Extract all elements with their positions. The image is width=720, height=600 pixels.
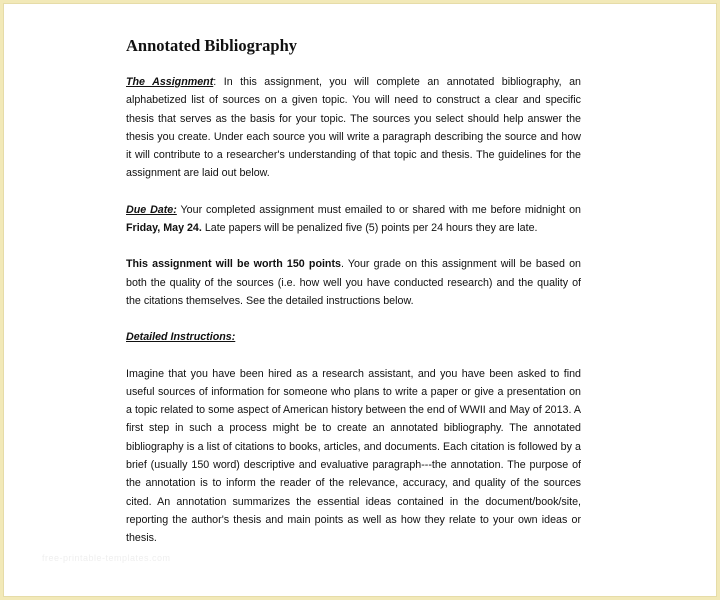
due-date-text-2: Late papers will be penalized five (5) points per 24 hours they are late. [201, 222, 538, 235]
due-date-paragraph [126, 201, 581, 238]
detailed-instructions-heading-paragraph [126, 328, 581, 346]
detailed-instructions-heading: Detailed Instructions: [126, 331, 236, 344]
assignment-paragraph [126, 73, 581, 183]
detailed-instructions-paragraph: Imagine that you have been hired as a research assistant, and you have been asked to find useful sources of information for someone who plans to write a paper or give a presentation on a topic related to some aspect of American history between the end of WWII and May of 2013. A first step in such a process might be to create an annotated bibliography. The annotated bibliography is a list of citations to books, articles, and documents. Each citation is followed by a brief (usually 150 word) descriptive and evaluative paragraph---the annotation. The purpose of the annotation is to inform the reader of the relevance, accuracy, and quality of the sources cited. An annotation summarizes the essential ideas contained in the document/book/site, reporting the author's thesis and main points as well as how they relate to your own ideas or thesis. [126, 367, 581, 545]
document-title: Annotated Bibliography [126, 36, 297, 55]
watermark: free-printable-templates.com [42, 553, 171, 563]
worth-text: . Your grade on this assignment will be based on both the quality of the sources (i.e. how well you have conducted research) and the quality of the citations themselves. See the detailed instructions below. [126, 258, 581, 307]
document-content [126, 36, 581, 566]
due-date-heading: Due Date: [126, 203, 177, 216]
document-page [3, 3, 717, 597]
assignment-text: : In this assignment, you will complete an annotated bibliography, an alphabetized list of sources on a given topic. You will need to construct a clear and specific thesis that serves as the basis for your topic. The sources you select should help answer the thesis you create. Under each source you will write a paragraph describing the source and how it will contribute to a researcher's understanding of that topic and thesis. The guidelines for the assignment are laid out below. [126, 76, 581, 180]
worth-bold-text: This assignment will be worth 150 points [126, 258, 341, 271]
worth-paragraph [126, 255, 581, 310]
due-date-value: Friday, May 24. [126, 222, 202, 235]
due-date-text-1: Your completed assignment must emailed to or shared with me before midnight on [176, 203, 581, 216]
assignment-heading: The Assignment [126, 76, 214, 88]
